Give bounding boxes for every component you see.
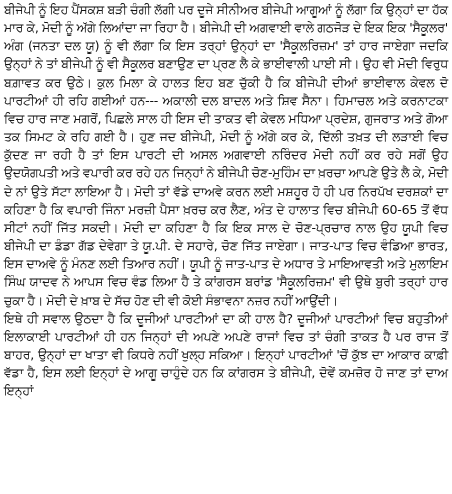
article-paragraph-2: ਇਥੇ ਹੀ ਸਵਾਲ ਉਠਦਾ ਹੈ ਕਿ ਦੂਜੀਆਂ ਪਾਰਟੀਆਂ ਦਾ ਕੀ ਹਾਲ ਹੈ? ਦੂਜੀਆਂ ਪਾਰਟੀਆਂ ਵਿਚ ਬਹੁਤੀਆਂ ਇਲਾਕਾਈ ਪਾਰਟੀਆਂ ਹੀ ਹਨ ਜਿਨ੍ਹਾਂ ਦੀ ਅਪਣੇ ਅਪਣੇ ਰਾਜਾਂ ਵਿਚ ਤਾਂ ਚੰਗੀ ਤਾਕਤ ਹੈ ਪਰ ਰਾਜ ਤੋਂ ਬਾਹਰ, ਉਨ੍ਹਾਂ ਦਾ ਖਾਤਾ ਵੀ ਕਿਧਰੇ ਨਹੀਂ ਖੁਲ੍ਹ ਸਕਿਆ। ਇਨ੍ਹਾਂ ਪਾਰਟੀਆਂ 'ਚੋਂ ਕੁੱਝ ਦਾ ਆਕਾਰ ਕਾਫ਼ੀ ਵੱਡਾ ਹੈ, ਇਸ ਲਈ ਇਨ੍ਹਾਂ ਦੇ ਆਗੂ ਚਾਹੁੰਦੇ ਹਨ ਕਿ ਕਾਂਗਰਸ ਤੇ ਬੀਜੇਪੀ, ਦੋਵੇਂ ਕਮਜ਼ੋਰ ਹੋ ਜਾਣ ਤਾਂ ਦਾਅ ਇਨ੍ਹਾਂ	[4, 310, 448, 399]
article-paragraph-1: ਬੀਜੇਪੀ ਨੂੰ ਇਹ ਪੈਂਸਕਸ਼ ਬੜੀ ਚੰਗੀ ਲੱਗੀ ਪਰ ਦੂਜੇ ਸੀਨੀਅਰ ਬੀਜੇਪੀ ਆਗੂਆਂ ਨੂੰ ਲੱਗਾ ਕਿ ਉਨ੍ਹਾਂ ਦਾ ਹੱਕ ਮਾਰ ਕੇ, ਮੋਦੀ ਨੂੰ ਅੱਗੇ ਲਿਆਂਦਾ ਜਾ ਰਿਹਾ ਹੈ। ਬੀਜੇਪੀ ਦੀ ਅਗਵਾਈ ਵਾਲੇ ਗਠਜੋੜ ਦੇ ਇਕ ਇਕ 'ਸੈਕੂਲਰ' ਅੰਗ (ਜਨਤਾ ਦਲ ਯੂ) ਨੂੰ ਵੀ ਲੱਗਾ ਕਿ ਇਸ ਤਰ੍ਹਾਂ ਉਨ੍ਹਾਂ ਦਾ 'ਸੈਕੂਲਰਿਜ਼ਮ' ਤਾਂ ਹਾਰ ਜਾਏਗਾ ਜਦਕਿ ਉਨ੍ਹਾਂ ਨੇ ਤਾਂ ਬੀਜੇਪੀ ਨੂੰ ਵੀ ਸੈਕੂਲਰ ਬਣਾਉਣ ਦਾ ਪ੍ਰਣ ਲੈ ਕੇ ਭਾਈਵਾਲੀ ਪਾਈ ਸੀ। ਉਹ ਵੀ ਮੋਦੀ ਵਿਰੁਧ ਬਗ਼ਾਵਤ ਕਰ ਉਠੇ। ਕੁਲ ਮਿਲਾ ਕੇ ਹਾਲਤ ਇਹ ਬਣ ਚੁੱਕੀ ਹੈ ਕਿ ਬੀਜੇਪੀ ਦੀਆਂ ਭਾਈਵਾਲ ਕੇਵਲ ਦੋ ਪਾਰਟੀਆਂ ਹੀ ਰਹਿ ਗਈਆਂ ਹਨ--- ਅਕਾਲੀ ਦਲ ਬਾਦਲ ਅਤੇ ਸ਼ਿਵ ਸੈਨਾ। ਹਿਮਾਚਲ ਅਤੇ ਕਰਨਾਟਕਾ ਵਿਚ ਹਾਰ ਜਾਣ ਮਗਰੋਂ, ਪਿਛਲੇ ਸਾਲ ਹੀ ਇਸ ਦੀ ਤਾਕਤ ਵੀ ਕੇਵਲ ਮਧਿਆ ਪ੍ਰਦੇਸ਼, ਗੁਜਰਾਤ ਅਤੇ ਗੋਆ ਤਕ ਸਿਮਟ ਕੇ ਰਹਿ ਗਈ ਹੈ। ਹੁਣ ਜਦ ਬੀਜੇਪੀ, ਮੋਦੀ ਨੂੰ ਅੱਗੇ ਕਰ ਕੇ, ਦਿੱਲੀ ਤਖ਼ਤ ਦੀ ਲੜਾਈ ਵਿਚ ਕੁੱਦਣ ਜਾ ਰਹੀ ਹੈ ਤਾਂ ਇਸ ਪਾਰਟੀ ਦੀ ਅਸਲ ਅਗਵਾਈ ਨਰਿੰਦਰ ਮੋਦੀ ਨਹੀਂ ਕਰ ਰਹੇ ਸਗੋਂ ਉਹ ਉਦਯੋਗਪਤੀ ਅਤੇ ਵਪਾਰੀ ਕਰ ਰਹੇ ਹਨ ਜਿਨ੍ਹਾਂ ਨੇ ਬੀਜੇਪੀ ਚੋਣ-ਮੁਹਿੰਮ ਦਾ ਖ਼ਰਚਾ ਆਪਣੇ ਉਤੇ ਲੈ ਕੇ, ਮੋਦੀ ਦੇ ਨਾਂ ਉਤੇ ਸੱਟਾ ਲਾਇਆ ਹੈ। ਮੋਦੀ ਤਾਂ ਵੱਡੇ ਦਾਅਵੇ ਕਰਨ ਲਈ ਮਸ਼ਹੂਰ ਹੋ ਹੀ ਪਰ ਨਿਰਪੱਖ ਦਰਸ਼ਕਾਂ ਦਾ ਕਹਿਣਾ ਹੈ ਕਿ ਵਪਾਰੀ ਜਿੰਨਾ ਮਰਜ਼ੀ ਪੈਸਾ ਖ਼ਰਚ ਕਰ ਲੈਣ, ਅੰਤ ਦੇ ਹਾਲਾਤ ਵਿਚ ਬੀਜੇਪੀ 60-65 ਤੋਂ ਵੱਧ ਸੀਟਾਂ ਨਹੀਂ ਜਿੱਤ ਸਕਦੀ। ਮੋਦੀ ਦਾ ਕਹਿਣਾ ਹੈ ਕਿ ਇਕ ਸਾਲ ਦੇ ਚੋਣ-ਪ੍ਰਚਾਰ ਨਾਲ ਉਹ ਯੂਪੀ ਵਿਚ ਬੀਜੇਪੀ ਦਾ ਡੰਡਾ ਗੱਡ ਦੇਵੇਗਾ ਤੇ ਯੂ.ਪੀ. ਦੇ ਸਹਾਰੇ, ਚੋਣ ਜਿੱਤ ਜਾਏਗਾ। ਜਾਤ-ਪਾਤ ਵਿਚ ਵੰਡਿਆ ਭਾਰਤ, ਇਸ ਦਾਅਵੇ ਨੂੰ ਮੰਨਣ ਲਈ ਤਿਆਰ ਨਹੀਂ। ਯੂਪੀ ਨੂੰ ਜਾਤ-ਪਾਤ ਦੇ ਅਧਾਰ ਤੇ ਮਾਇਆਵਤੀ ਅਤੇ ਮੁਲਾਇਮ ਸਿੰਘ ਯਾਦਵ ਨੇ ਆਪਸ ਵਿਚ ਵੰਡ ਲਿਆ ਹੈ ਤੇ ਕਾਂਗਰਸ ਬਰਾਂਡ 'ਸੈਕੂਲਰਿਜ਼ਮ' ਵੀ ਉਥੇ ਬੁਰੀ ਤਰ੍ਹਾਂ ਹਾਰ ਚੁਕਾ ਹੈ। ਮੋਦੀ ਦੇ ਖ਼ਾਬ ਦੇ ਸੱਚ ਹੋਣ ਦੀ ਵੀ ਕੋਈ ਸੰਭਾਵਨਾ ਨਜ਼ਰ ਨਹੀਂ ਆਉਂਦੀ।	[4, 2, 448, 308]
